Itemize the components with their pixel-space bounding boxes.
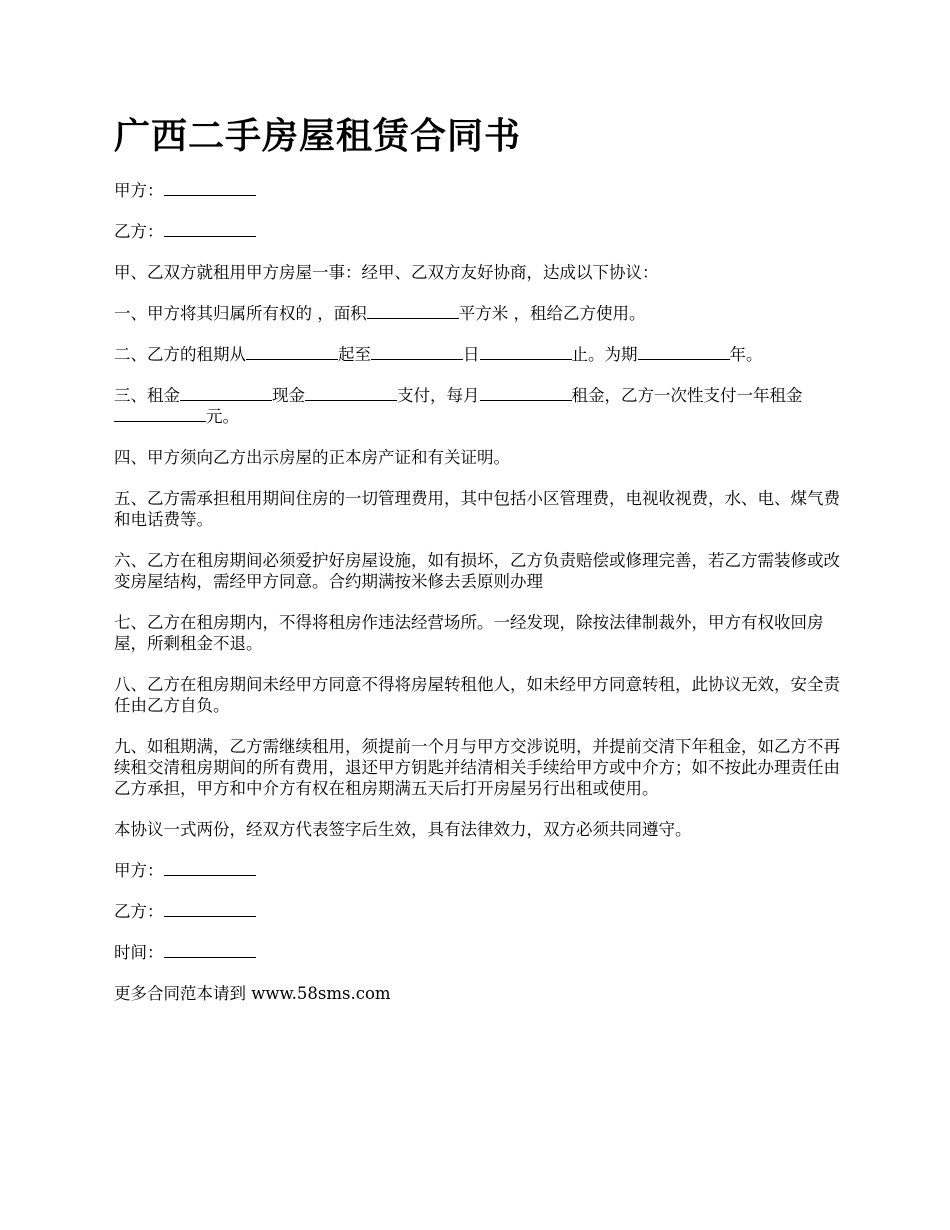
rent-blank (180, 386, 272, 401)
party-b-line (114, 221, 844, 242)
clause-7: 七、乙方在租房期内，不得将租房作违法经营场所。一经发现，除按法律制裁外，甲方有权收回房屋，所剩租金不退。 (114, 613, 824, 653)
clause-2-text-e: 年。 (729, 345, 763, 364)
clause-1 (114, 303, 844, 324)
annual-rent-blank (114, 407, 206, 422)
clause-8: 八、乙方在租房期间未经甲方同意不得将房屋转租他人，如未经甲方同意转租，此协议无效，安全责任由乙方自负。 (114, 675, 840, 715)
cash-blank (305, 386, 397, 401)
lease-start-blank (246, 345, 338, 360)
sign-party-b-line (114, 901, 844, 922)
clause-2-text-c: 日 (463, 345, 480, 364)
clause-9: 九、如租期满，乙方需继续租用，须提前一个月与甲方交涉说明，并提前交清下年租金，如乙方不再续租交清租房期间的所有费用，退还甲方钥匙并结清相关手续给甲方或中介方；如不按此办理责任由乙方承担，甲方和中介方有权在租房期满五天后打开房屋另行出租或使用。 (114, 737, 840, 798)
clause-2 (114, 344, 844, 365)
intro-paragraph: 甲、乙双方就租用甲方房屋一事：经甲、乙双方友好协商，达成以下协议： (114, 263, 659, 282)
document-title: 广西二手房屋租赁合同书 (114, 115, 522, 157)
clause-3-text-c: 支付，每月 (397, 386, 480, 405)
closing-paragraph: 本协议一式两份，经双方代表签字后生效，具有法律效力，双方必须共同遵守。 (114, 820, 692, 839)
sign-time-blank (164, 943, 256, 958)
clause-3-text-b: 现金 (272, 386, 305, 405)
lease-day-blank (480, 345, 572, 360)
clause-3 (114, 385, 844, 427)
party-b-label: 乙方： (114, 222, 164, 241)
monthly-blank (480, 386, 572, 401)
sign-party-b-label: 乙方： (114, 902, 164, 921)
lease-end-blank (371, 345, 463, 360)
sign-party-a-blank (164, 861, 256, 876)
clause-1-text-a: 一、甲方将其归属所有权的 ，面积 (114, 304, 367, 323)
clause-5: 五、乙方需承担租用期间住房的一切管理费用，其中包括小区管理费，电视收视费，水、电、煤气费和电话费等。 (114, 489, 840, 529)
sign-party-a-label: 甲方： (114, 861, 164, 880)
footer-note: 更多合同范本请到 www.58sms.com (114, 984, 391, 1003)
clause-1-text-b: 平方米 ，租给乙方使用。 (458, 304, 646, 323)
sign-party-b-blank (164, 902, 256, 917)
clause-2-text-a: 二、乙方的租期从 (114, 345, 246, 364)
clause-3-text-d: 租金，乙方一次性支付一年租金 (571, 386, 803, 405)
lease-years-blank (638, 345, 730, 360)
clause-2-text-d: 止。为期 (571, 345, 638, 364)
clause-3-text-e: 元。 (206, 407, 239, 426)
clause-2-text-b: 起至 (338, 345, 371, 364)
party-a-blank (164, 181, 256, 196)
sign-party-a-line (114, 860, 844, 881)
party-b-blank (164, 222, 256, 237)
sign-time-label: 时间： (114, 943, 164, 962)
party-a-label: 甲方： (114, 181, 164, 200)
area-blank (367, 304, 459, 319)
party-a-line (114, 180, 844, 201)
contract-document (114, 112, 844, 1024)
clause-4: 四、甲方须向乙方出示房屋的正本房产证和有关证明。 (114, 448, 510, 467)
clause-3-text-a: 三、租金 (114, 386, 180, 405)
sign-time-line (114, 942, 844, 963)
clause-6: 六、乙方在租房期间必须爱护好房屋设施，如有损坏，乙方负责赔偿或修理完善，若乙方需装修或改变房屋结构，需经甲方同意。合约期满按米修去丢原则办理 (114, 551, 840, 591)
